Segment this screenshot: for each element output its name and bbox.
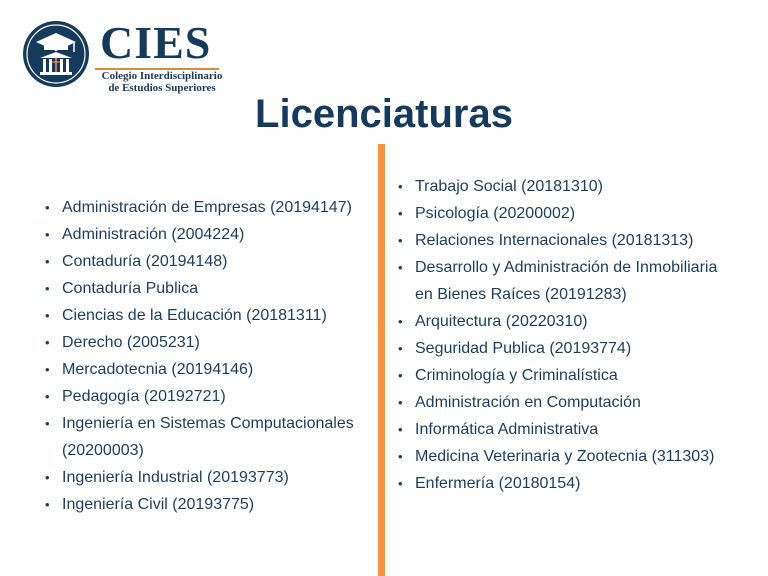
list-item: • Mercadotecnia (20194146) bbox=[45, 356, 375, 383]
list-item: • Ciencias de la Educación (20181311) bbox=[45, 302, 375, 329]
list-item: • Trabajo Social (20181310) bbox=[398, 173, 728, 200]
list-item: • Medicina Veterinaria y Zootecnia (311303) bbox=[398, 443, 728, 470]
list-item: • Contaduría (20194148) bbox=[45, 248, 375, 275]
list-item: • Derecho (2005231) bbox=[45, 329, 375, 356]
left-program-list bbox=[45, 194, 375, 518]
list-item: • Contaduría Publica bbox=[45, 275, 375, 302]
list-item: • Pedagogía (20192721) bbox=[45, 383, 375, 410]
list-item: • Ingeniería en Sistemas Computacionales (20200003) bbox=[45, 410, 375, 464]
page-title: Licenciaturas bbox=[255, 92, 513, 136]
list-item: • Informática Administrativa bbox=[398, 416, 728, 443]
graduation-cap-seal-icon bbox=[22, 20, 90, 88]
list-item: • Administración de Empresas (20194147) bbox=[45, 194, 375, 221]
list-item: • Seguridad Publica (20193774) bbox=[398, 335, 728, 362]
logo-subtitle bbox=[95, 68, 229, 94]
cies-logo bbox=[22, 17, 252, 95]
list-item: • Desarrollo y Administración de Inmobiliaria en Bienes Raíces (20191283) bbox=[398, 254, 728, 308]
list-item: • Ingeniería Industrial (20193773) bbox=[45, 464, 375, 491]
logo-subtitle-line2: de Estudios Superiores bbox=[108, 82, 216, 94]
list-item: • Ingeniería Civil (20193775) bbox=[45, 491, 375, 518]
logo-subtitle-line1: Colegio Interdisciplinario bbox=[101, 70, 223, 82]
right-program-list bbox=[398, 173, 728, 497]
list-item: • Arquitectura (20220310) bbox=[398, 308, 728, 335]
list-item: • Criminología y Criminalística bbox=[398, 362, 728, 389]
list-item: • Administración (2004224) bbox=[45, 221, 375, 248]
list-item: • Relaciones Internacionales (20181313) bbox=[398, 227, 728, 254]
logo-wordmark: CIES bbox=[100, 17, 212, 68]
list-item: • Enfermería (20180154) bbox=[398, 470, 728, 497]
list-item: • Psicología (20200002) bbox=[398, 200, 728, 227]
column-divider bbox=[378, 144, 385, 576]
list-item: • Administración en Computación bbox=[398, 389, 728, 416]
